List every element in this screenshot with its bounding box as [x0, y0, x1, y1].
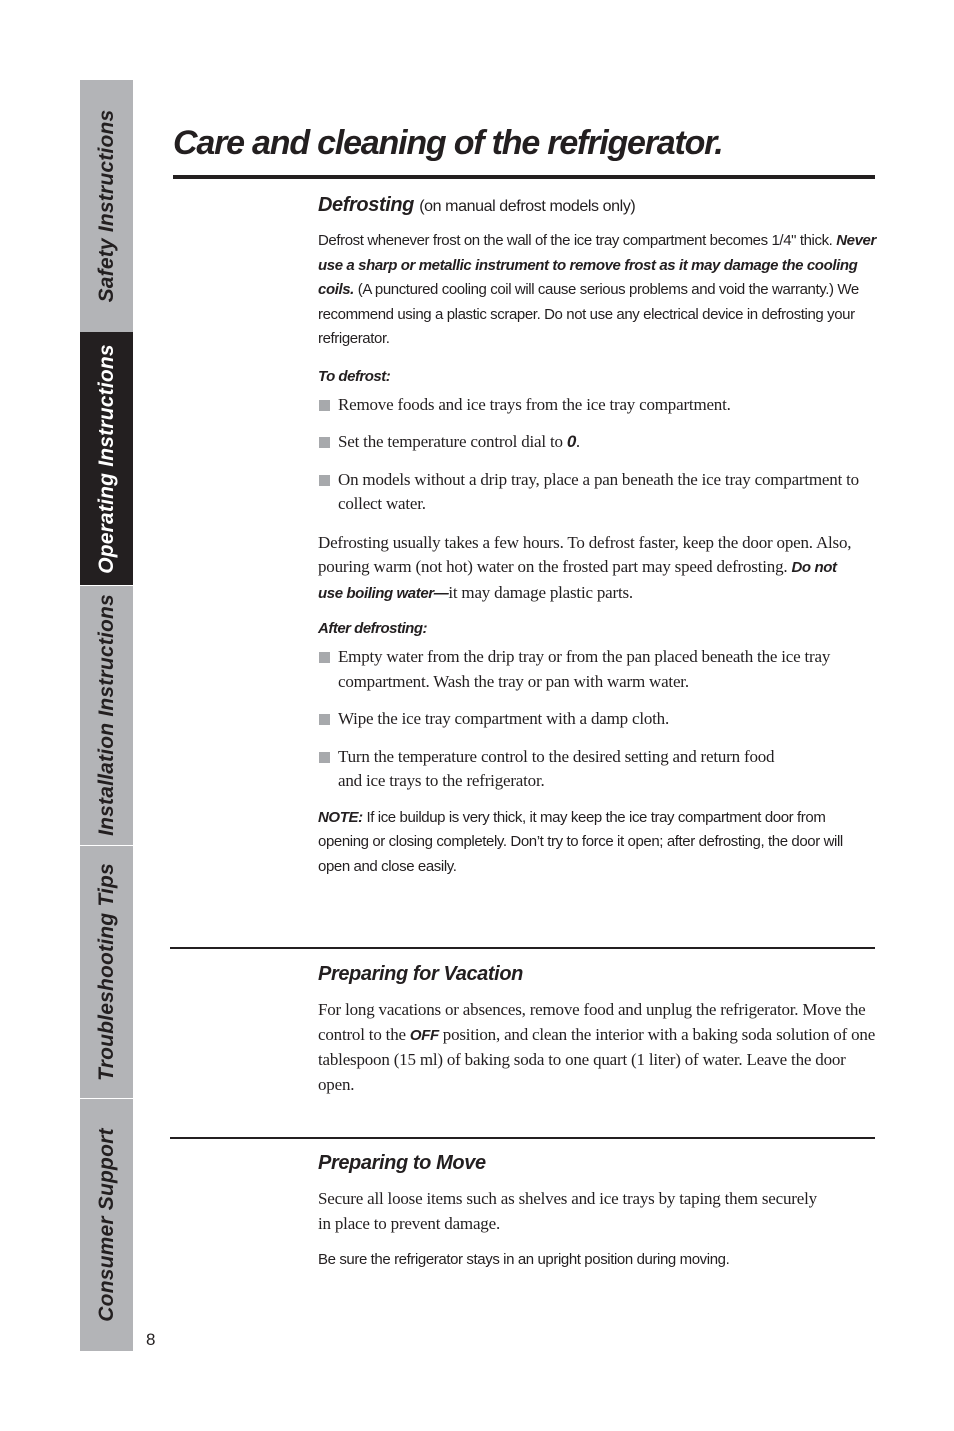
page-number: 8 — [146, 1330, 156, 1349]
defrosting-intro-1: Defrost whenever frost on the wall of the ice tray compartment becomes 1/4" thick. — [318, 232, 833, 249]
list-item-text: Turn the temperature control to the desired setting and return food and ice trays to the refrigerator. — [338, 746, 775, 790]
moving-text-2: Be sure the refrigerator stays in an upright position during moving. — [318, 1251, 730, 1268]
list-item — [318, 745, 778, 794]
list-item — [318, 707, 878, 732]
section-divider — [170, 947, 875, 949]
moving-heading: Preparing to Move — [318, 1152, 486, 1174]
title-divider — [173, 175, 875, 179]
list-item — [318, 468, 878, 517]
tab-label: Troubleshooting Tips — [94, 862, 118, 1081]
list-item-text: Empty water from the drip tray or from the pan placed beneath the ice tray compartment. Wash the tray or pan with warm water. — [338, 647, 831, 691]
bullet-square-icon — [319, 714, 330, 725]
tab-safety-instructions[interactable] — [80, 80, 133, 333]
defrosting-note — [318, 806, 878, 880]
vacation-text-2: position, and clean the interior with a baking soda solution of one tablespoon (15 ml) of baking soda to one quart (1 liter) of water. Leave the door open. — [318, 1024, 876, 1094]
list-item-text: Remove foods and ice trays from the ice tray compartment. — [338, 394, 731, 414]
after-defrosting-list — [318, 645, 878, 794]
moving-section — [318, 1152, 878, 1273]
list-item-text: On models without a drip tray, place a pan beneath the ice tray compartment to collect water. — [338, 469, 859, 513]
tab-label: Consumer Support — [94, 1127, 118, 1322]
tab-label: Operating Instructions — [94, 343, 118, 574]
list-item-text: Set the temperature control dial to — [338, 432, 563, 451]
defrosting-body — [318, 531, 863, 607]
vacation-text — [318, 998, 878, 1097]
bullet-square-icon — [319, 652, 330, 663]
tab-operating-instructions[interactable] — [80, 332, 133, 586]
dial-value: 0 — [566, 432, 576, 451]
bullet-square-icon — [319, 400, 330, 411]
section-divider — [170, 1137, 875, 1139]
off-label: OFF — [409, 1026, 439, 1044]
note-label: NOTE: — [318, 808, 363, 826]
tab-installation-instructions[interactable] — [80, 585, 133, 846]
list-item-text-end: . — [575, 432, 580, 451]
defrosting-heading-text: Defrosting — [318, 194, 415, 216]
sidebar-tabs — [80, 80, 133, 1351]
defrosting-intro — [318, 229, 878, 352]
tab-label: Safety Instructions — [94, 109, 118, 303]
defrosting-section — [318, 194, 878, 879]
moving-text-1: Secure all loose items such as shelves and ice trays by taping them securely in place to prevent damage. — [318, 1189, 817, 1233]
to-defrost-list — [318, 393, 878, 517]
bullet-square-icon — [319, 752, 330, 763]
defrosting-body-2: it may damage plastic parts. — [448, 582, 633, 602]
tab-troubleshooting-tips[interactable] — [80, 845, 133, 1099]
list-item — [318, 645, 878, 694]
page-title: Care and cleaning of the refrigerator. — [173, 124, 723, 162]
defrosting-heading — [318, 194, 878, 217]
defrosting-intro-2: (A punctured cooling coil will cause serious problems and void the warranty.) We recommend using a plastic scraper. Do not use any electrical device in defrosting your refrigerator. — [318, 281, 859, 347]
note-text: If ice buildup is very thick, it may keep the ice tray compartment door from opening or closing completely. Don’t try to force it open; after defrosting, the door will open and close easily. — [318, 808, 843, 875]
defrosting-warning: Never use a sharp or metallic instrument to remove frost as it may damage the cooling coils. — [318, 232, 876, 298]
vacation-heading: Preparing for Vacation — [318, 963, 523, 985]
defrosting-heading-sub: (on manual defrost models only) — [419, 198, 636, 215]
list-item — [318, 430, 878, 455]
tab-consumer-support[interactable] — [80, 1098, 133, 1351]
vacation-text-1: For long vacations or absences, remove food and unplug the refrigerator. Move the control to the — [318, 1000, 866, 1044]
list-item-text: Wipe the ice tray compartment with a damp cloth. — [338, 709, 670, 728]
list-item — [318, 393, 878, 418]
bullet-square-icon — [319, 475, 330, 486]
tab-label: Installation Instructions — [94, 594, 118, 836]
defrosting-body-1: Defrosting usually takes a few hours. To defrost faster, keep the door open. Also, pouring warm (not hot) water on the frosted part may speed defrosting. — [318, 532, 852, 576]
vacation-section — [318, 963, 878, 1097]
boiling-water-warning: Do not use boiling water— — [318, 559, 837, 602]
to-defrost-label: To defrost: — [318, 367, 391, 385]
after-defrosting-label: After defrosting: — [318, 620, 427, 637]
bullet-square-icon — [319, 437, 330, 448]
